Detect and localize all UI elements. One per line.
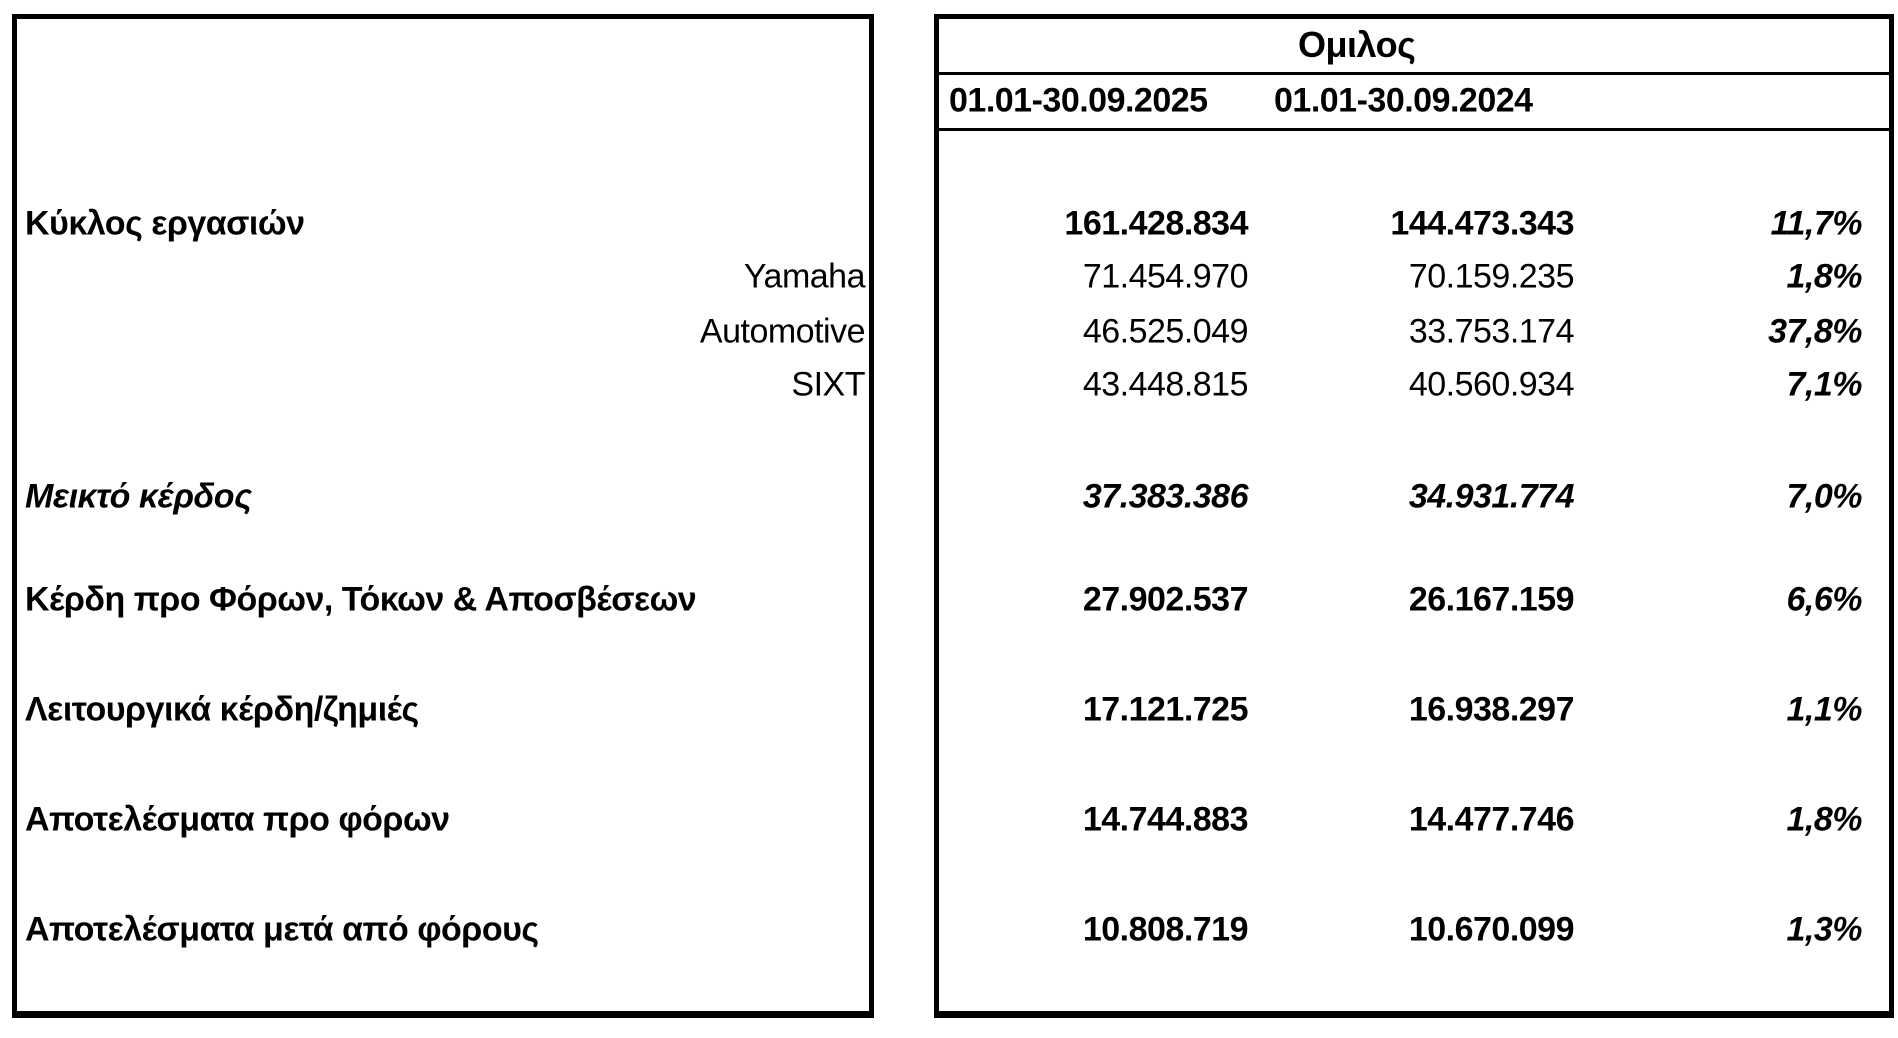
values-panel-border xyxy=(934,14,1894,1018)
header-divider-top xyxy=(939,72,1889,75)
labels-panel-border xyxy=(12,14,874,1018)
value-2024: 26.167.159 xyxy=(1408,580,1574,619)
value-2024: 14.477.746 xyxy=(1408,800,1574,839)
row-label: Μεικτό κέρδος xyxy=(25,477,252,516)
value-2024: 40.560.934 xyxy=(1408,365,1574,404)
row-label: Αποτελέσματα προ φόρων xyxy=(25,800,450,839)
pct-change: 1,8% xyxy=(1786,257,1862,296)
value-2025: 10.808.719 xyxy=(1082,910,1248,949)
value-2025: 46.525.049 xyxy=(1082,312,1248,351)
value-2025: 161.428.834 xyxy=(1064,204,1248,243)
row-label: Αποτελέσματα μετά από φόρους xyxy=(25,910,539,949)
pct-change: 6,6% xyxy=(1786,580,1862,619)
row-label: Κέρδη προ Φόρων, Τόκων & Αποσβέσεων xyxy=(25,580,697,619)
value-2025: 71.454.970 xyxy=(1082,257,1248,296)
row-label: Automotive xyxy=(699,312,865,351)
period-header-2025: 01.01-30.09.2025 xyxy=(949,81,1208,120)
value-2024: 33.753.174 xyxy=(1408,312,1574,351)
value-2024: 70.159.235 xyxy=(1408,257,1574,296)
value-2025: 14.744.883 xyxy=(1082,800,1248,839)
value-2024: 144.473.343 xyxy=(1390,204,1574,243)
value-2025: 37.383.386 xyxy=(1082,477,1248,516)
pct-change: 1,1% xyxy=(1786,690,1862,729)
value-2025: 43.448.815 xyxy=(1082,365,1248,404)
group-header: Ομιλος xyxy=(1298,24,1416,65)
pct-change: 7,1% xyxy=(1786,365,1862,404)
row-label: SIXT xyxy=(791,365,865,404)
pct-change: 11,7% xyxy=(1770,204,1862,243)
pct-change: 37,8% xyxy=(1768,312,1862,351)
value-2025: 17.121.725 xyxy=(1082,690,1248,729)
value-2024: 10.670.099 xyxy=(1408,910,1574,949)
row-label: Yamaha xyxy=(743,257,865,296)
period-header-2024: 01.01-30.09.2024 xyxy=(1274,81,1533,120)
value-2025: 27.902.537 xyxy=(1082,580,1248,619)
value-2024: 34.931.774 xyxy=(1408,477,1574,516)
pct-change: 7,0% xyxy=(1786,477,1862,516)
value-2024: 16.938.297 xyxy=(1408,690,1574,729)
pct-change: 1,8% xyxy=(1786,800,1862,839)
pct-change: 1,3% xyxy=(1786,910,1862,949)
row-label: Κύκλος εργασιών xyxy=(25,204,305,243)
header-divider-bottom xyxy=(939,128,1889,131)
row-label: Λειτουργικά κέρδη/ζημιές xyxy=(25,690,419,729)
